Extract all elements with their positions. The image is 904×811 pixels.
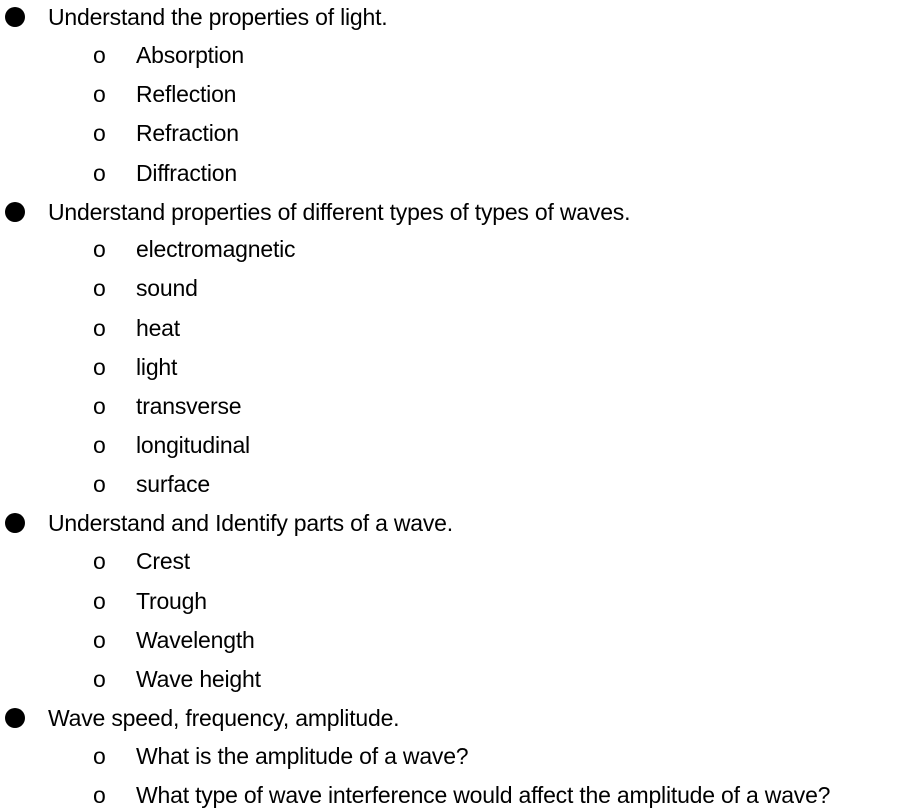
hollow-bullet-icon: o — [93, 42, 106, 68]
subitem-text: What type of wave interference would affect the amplitude of a wave? — [136, 782, 831, 808]
subitem-text: longitudinal — [136, 432, 250, 458]
outline-heading — [0, 197, 904, 227]
outline-subitem — [0, 741, 904, 771]
outline-subitem — [0, 664, 904, 694]
hollow-bullet-icon: o — [93, 236, 106, 262]
hollow-bullet-icon: o — [93, 393, 106, 419]
hollow-bullet-icon: o — [93, 120, 106, 146]
hollow-bullet-icon: o — [93, 627, 106, 653]
subitem-text: surface — [136, 471, 211, 497]
outline-subitem — [0, 546, 904, 576]
outline-heading — [0, 508, 904, 538]
heading-text: Understand and Identify parts of a wave. — [48, 510, 453, 536]
subitem-text: transverse — [136, 393, 242, 419]
subitem-text: Crest — [136, 548, 190, 574]
hollow-bullet-icon: o — [93, 160, 106, 186]
outline-subitem — [0, 158, 904, 188]
outline-heading — [0, 703, 904, 733]
subitem-text: Trough — [136, 588, 207, 614]
subitem-text: Refraction — [136, 120, 239, 146]
hollow-bullet-icon: o — [93, 588, 106, 614]
hollow-bullet-icon: o — [93, 743, 106, 769]
subitem-text: Reflection — [136, 81, 237, 107]
outline-subitem — [0, 586, 904, 616]
hollow-bullet-icon: o — [93, 471, 106, 497]
hollow-bullet-icon: o — [93, 315, 106, 341]
subitem-text: sound — [136, 275, 198, 301]
heading-text: Understand properties of different types of types of waves. — [48, 199, 631, 225]
hollow-bullet-icon: o — [93, 548, 106, 574]
hollow-bullet-icon: o — [93, 81, 106, 107]
filled-bullet-icon — [5, 708, 25, 728]
heading-text: Understand the properties of light. — [48, 4, 388, 30]
hollow-bullet-icon: o — [93, 666, 106, 692]
hollow-bullet-icon: o — [93, 354, 106, 380]
outline-subitem — [0, 40, 904, 70]
hollow-bullet-icon: o — [93, 275, 106, 301]
subitem-text: Wave height — [136, 666, 261, 692]
filled-bullet-icon — [5, 7, 25, 27]
outline-subitem — [0, 352, 904, 382]
outline-heading — [0, 2, 904, 32]
filled-bullet-icon — [5, 513, 25, 533]
subitem-text: Diffraction — [136, 160, 237, 186]
outline-subitem — [0, 625, 904, 655]
hollow-bullet-icon: o — [93, 782, 106, 808]
outline-subitem — [0, 234, 904, 264]
outline-subitem — [0, 430, 904, 460]
outline-subitem — [0, 118, 904, 148]
heading-text: Wave speed, frequency, amplitude. — [48, 705, 400, 731]
outline-subitem — [0, 469, 904, 499]
subitem-text: electromagnetic — [136, 236, 296, 262]
subitem-text: heat — [136, 315, 180, 341]
filled-bullet-icon — [5, 202, 25, 222]
subitem-text: light — [136, 354, 178, 380]
outline-subitem — [0, 391, 904, 421]
outline-subitem — [0, 79, 904, 109]
subitem-text: What is the amplitude of a wave? — [136, 743, 469, 769]
outline-subitem — [0, 313, 904, 343]
outline-subitem — [0, 273, 904, 303]
subitem-text: Wavelength — [136, 627, 255, 653]
subitem-text: Absorption — [136, 42, 244, 68]
outline-subitem — [0, 780, 904, 810]
hollow-bullet-icon: o — [93, 432, 106, 458]
